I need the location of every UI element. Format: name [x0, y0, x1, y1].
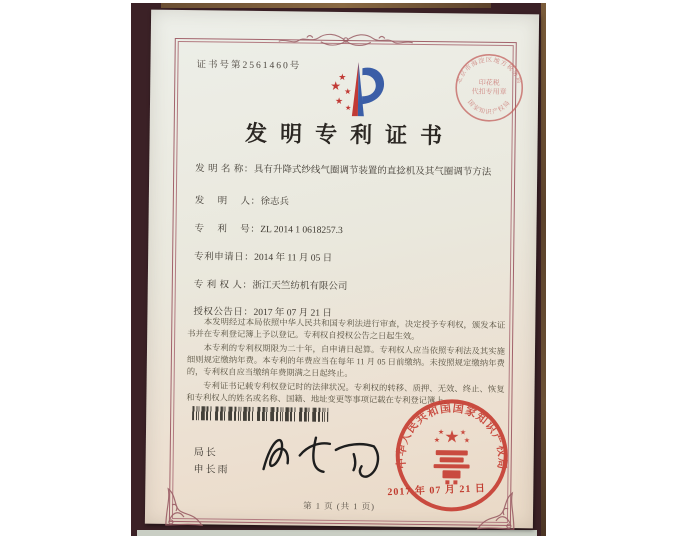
logo-p-bowl: [362, 68, 384, 105]
signer-title: 局长: [193, 447, 218, 459]
svg-text:★: ★: [463, 437, 471, 445]
svg-text:★: ★: [338, 71, 347, 83]
wood-table-edge-right: [541, 3, 546, 536]
field-label: 专利申请日：: [194, 252, 255, 263]
field-value: 2017 年 07 月 21 日: [253, 307, 332, 319]
national-emblem-icon: [433, 427, 470, 484]
certificate-number: 证书号第2561460号: [196, 60, 302, 72]
patent-office-logo-icon: [318, 60, 395, 125]
body-paragraph: 本发明经过本局依照中华人民共和国专利法进行审查，决定授予专利权，颁发本证书并在专利登记簿上予以登记。专利权自授权公告之日起生效。: [187, 317, 506, 341]
tax-stamp-icon: [451, 49, 528, 126]
svg-text:中华人民共和国国家知识产权局: 中华人民共和国国家知识产权局: [395, 402, 509, 471]
field-value: 具有升降式纱线气圈调节装置的直捻机及其气圈调节方法: [253, 164, 492, 178]
field-label: 授权公告日：: [193, 307, 254, 318]
body-paragraph: 本专利的专利权期限为二十年，自申请日起算。专利权人应当依照专利法及其实施细则规定缴纳年费。本专利的年费应当在每年 11 月 05 日前缴纳。未按照规定缴纳年费的，专利权自应当缴纳年费期满之日起终止。: [186, 343, 506, 379]
signature-autograph-icon: [249, 425, 400, 489]
field-label: 专 利 权 人：: [193, 280, 253, 291]
field-patentee: [194, 276, 348, 292]
svg-text:印花税: 印花税: [478, 79, 500, 87]
field-application-date: [194, 248, 332, 264]
svg-text:★: ★: [330, 78, 342, 93]
signer-block: [193, 444, 229, 478]
page-footer: 第 1 页 (共 1 页): [303, 500, 376, 512]
svg-text:★: ★: [334, 95, 344, 107]
svg-text:代扣专用章: 代扣专用章: [471, 88, 507, 96]
signer-name: 申长雨: [193, 464, 230, 476]
certificate-paper: [145, 10, 539, 529]
svg-text:★: ★: [344, 105, 352, 113]
field-label: 发 明 人：: [194, 196, 261, 207]
svg-text:★: ★: [459, 429, 467, 437]
certificate-photo: [131, 3, 546, 536]
field-value: 2014 年 11 月 05 日: [254, 252, 333, 264]
field-label: 发 明 名 称：: [195, 164, 254, 175]
seal-date: 2017 年 07 月 21 日: [387, 483, 487, 499]
field-value: ZL 2014 1 0618257.3: [260, 224, 343, 237]
svg-text:★: ★: [433, 437, 441, 445]
logo-stars-icon: [330, 72, 352, 112]
field-inventor: [195, 192, 289, 207]
top-flourish-ornament: [271, 28, 421, 54]
logo-spike-red: [352, 62, 359, 116]
field-value: 徐志兵: [260, 197, 290, 208]
svg-text:★: ★: [444, 427, 460, 447]
svg-text:★: ★: [437, 429, 445, 437]
barcode: [192, 406, 328, 422]
certificate-title: 发明专利证书: [244, 120, 456, 149]
field-label: 专 利 号：: [194, 224, 261, 235]
wood-table-edge-top: [161, 3, 491, 8]
body-paragraph: 专利证书记载专利权登记时的法律状况。专利权的转移、质押、无效、终止、恢复和专利权人的姓名或名称、国籍、地址变更等事项记载在专利登记簿上。: [186, 381, 505, 406]
svg-text:★: ★: [344, 87, 352, 97]
field-patent-number: [194, 220, 342, 236]
svg-text:国家知识产权局: 国家知识产权局: [466, 98, 512, 116]
svg-text:北京市海淀区地方税务局: 北京市海淀区地方税务局: [455, 56, 524, 86]
field-value: 浙江天竺纺机有限公司: [252, 280, 348, 293]
